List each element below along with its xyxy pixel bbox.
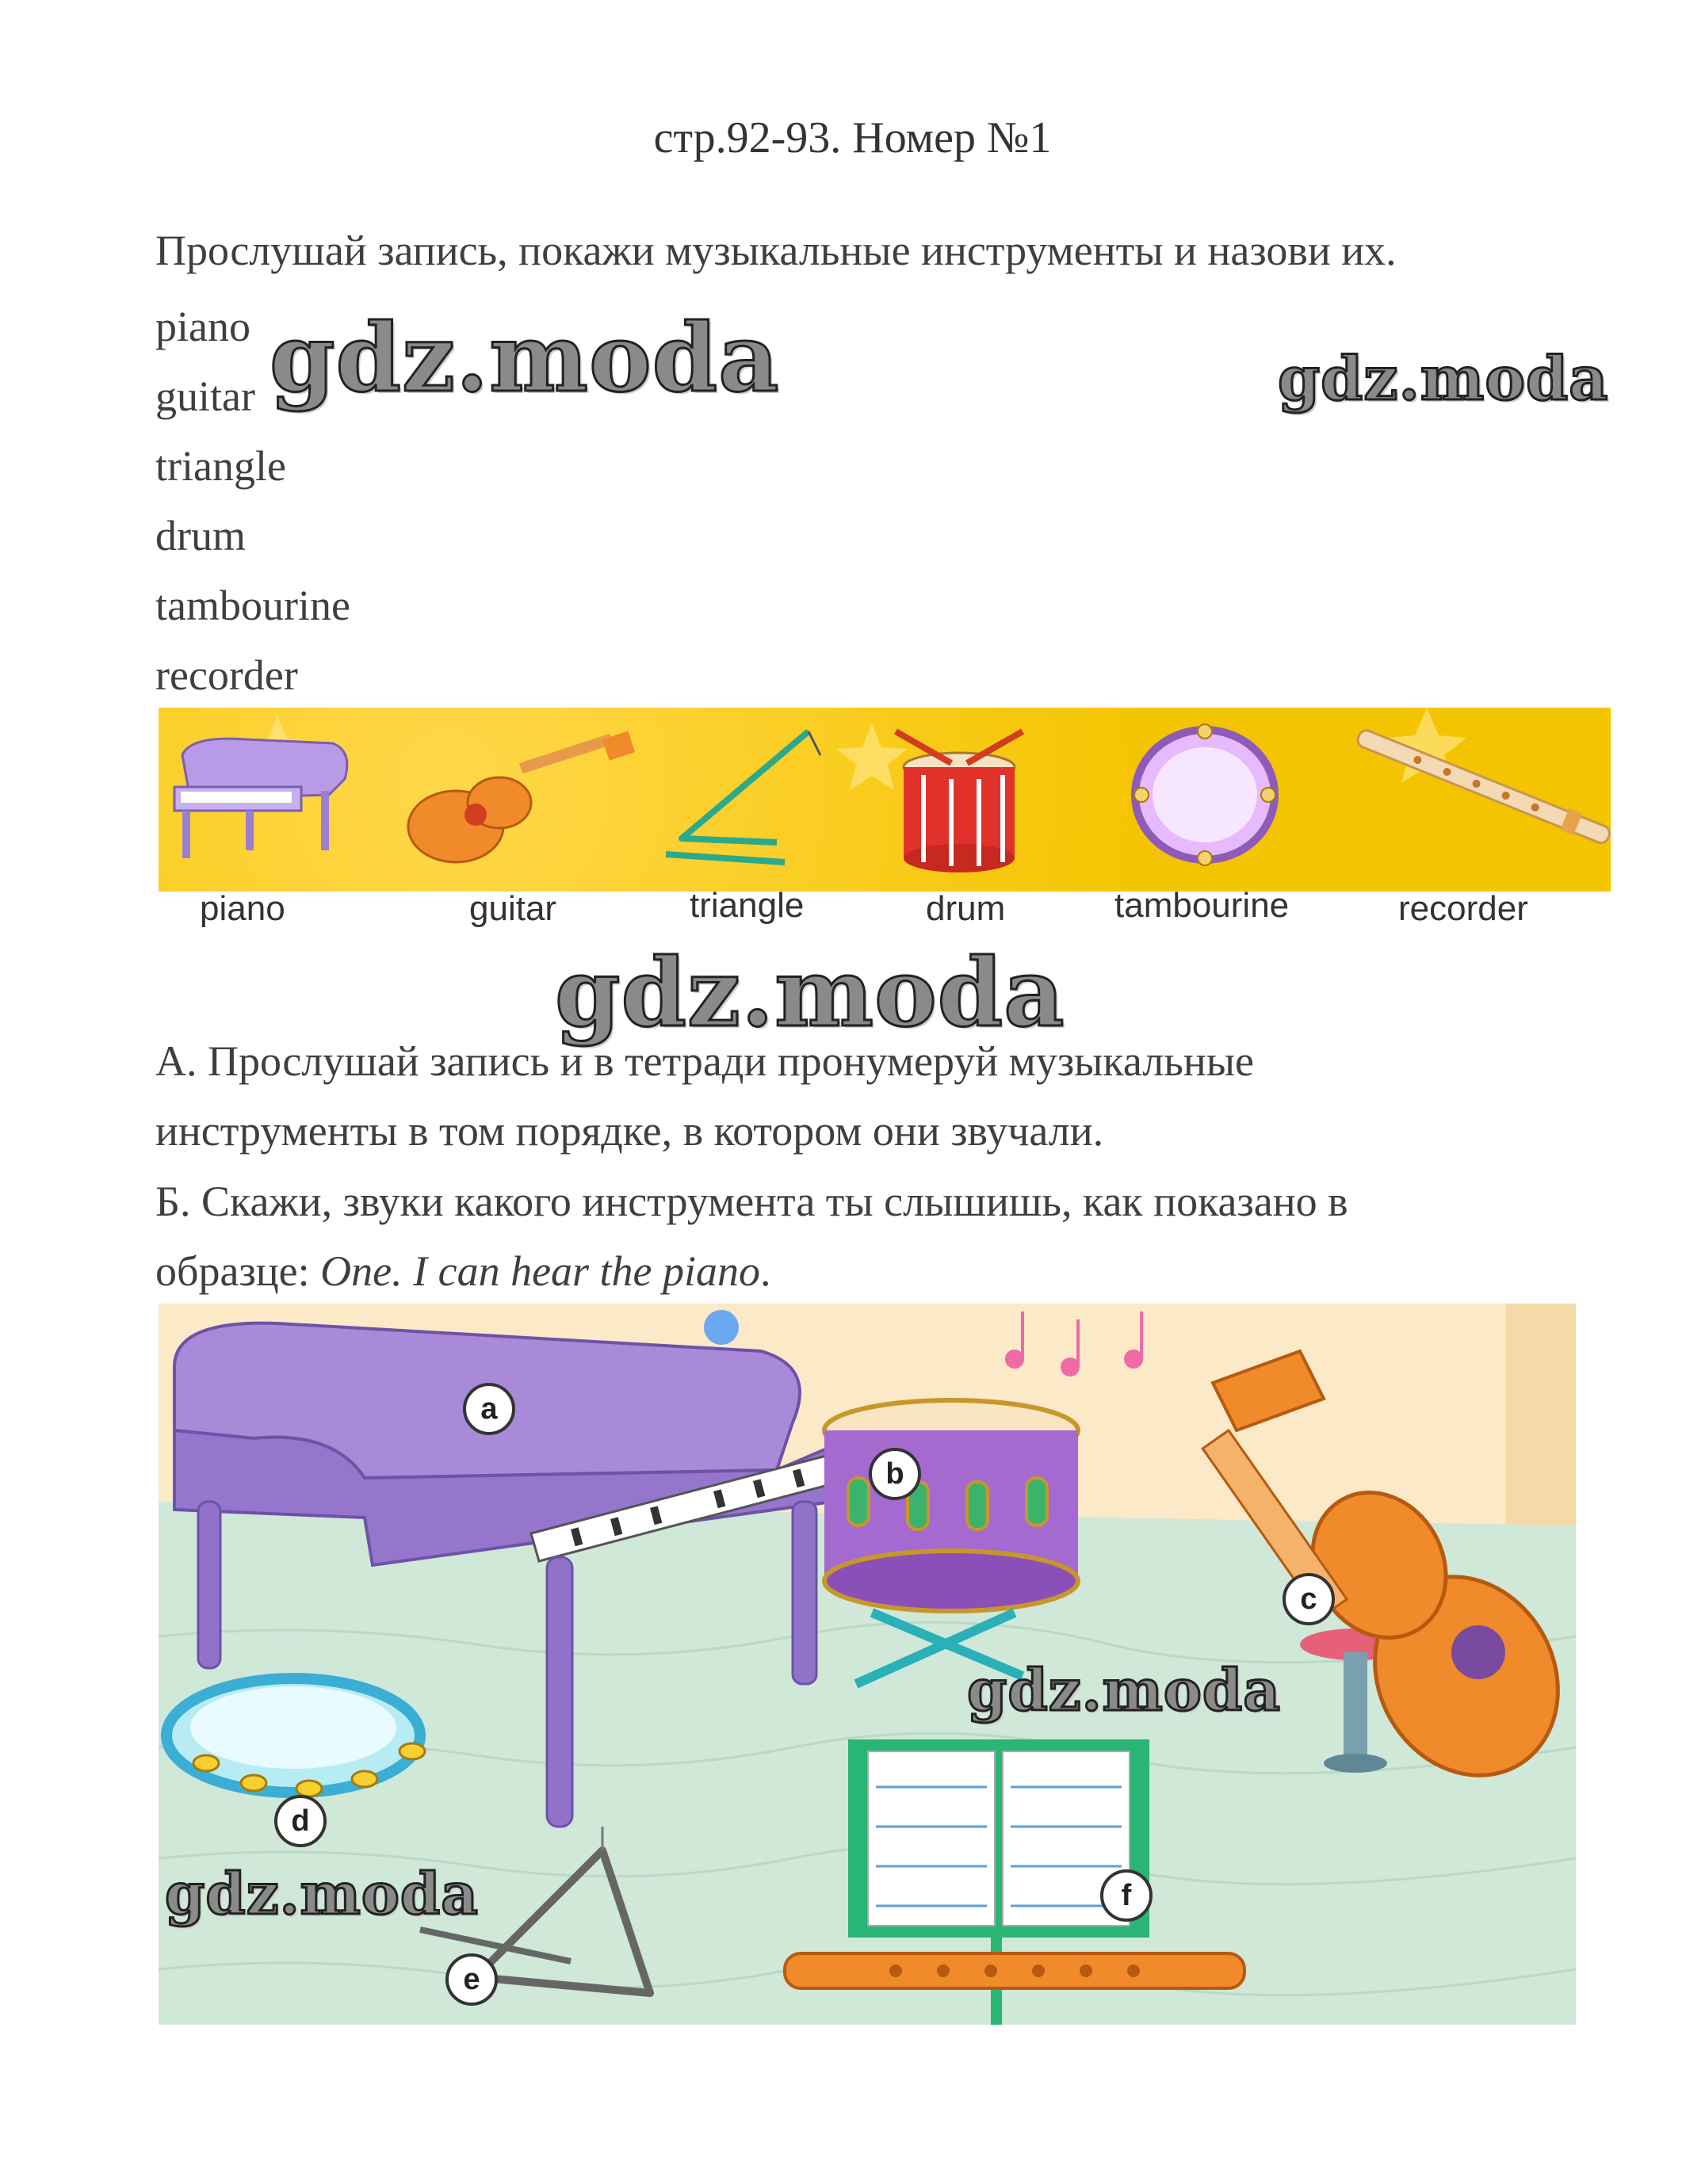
task-b-line [155,1236,1348,1306]
instruction-text: Прослушай запись, покажи музыкальные инструменты и назови их. [155,227,1397,274]
word-list-item: piano [155,303,250,350]
word-list-item: tambourine [155,582,350,629]
task-a [155,1026,1254,1166]
label-badge-e: e [445,1953,498,2006]
banner-label: piano [200,889,285,928]
word-list-item: triangle [155,442,286,490]
star-decoration-icon [238,708,1466,791]
label-badge-b: b [869,1448,921,1500]
recorder-floor-icon [785,1953,1244,1988]
banner-illustration [159,708,1611,892]
watermark: gdz.moda [967,1656,1281,1724]
task-a-line: А. Прослушай запись и в тетради пронумеруй музыкальные [155,1037,1255,1085]
recorder-icon [1355,725,1611,848]
page-title: стр.92-93. Номер №1 [653,113,1052,162]
label-badge-c: c [1283,1573,1335,1625]
watermark: gdz.moda [555,937,1065,1048]
banner-label: tambourine [1114,886,1290,925]
banner-label: triangle [690,886,805,925]
label-badge-f: f [1100,1869,1153,1922]
tambourine-icon [1134,724,1275,865]
banner-label: drum [926,889,1006,928]
banner-labels [159,886,1611,941]
word-list-item: guitar [155,372,255,420]
drum-icon [896,731,1023,872]
task-b-suffix: . [760,1247,771,1295]
task-b-line: Б. Скажи, звуки какого инструмента ты слышишь, как показано в [155,1178,1348,1225]
tambourine-floor-icon [166,1678,425,1796]
task-a-line: инструменты в том порядке, в котором они звучали. [155,1107,1104,1155]
triangle-icon [666,731,820,862]
label-badge-a: a [463,1383,515,1435]
word-list-item: recorder [155,651,298,699]
watermark: gdz.moda [165,1860,479,1927]
music-note-dot-icon [704,1310,739,1345]
piano-icon [174,739,347,858]
label-badge-d: d [274,1795,327,1847]
task-b-example: One. I can hear the piano [320,1247,761,1295]
task-b-prefix: образце: [155,1247,321,1295]
instrument-banner [159,708,1611,892]
word-list-item: drum [155,512,246,559]
banner-label: guitar [469,889,557,928]
guitar-icon [408,731,635,862]
watermark: gdz.moda [270,303,780,413]
banner-label: recorder [1398,889,1528,928]
watermark: gdz.moda [1278,343,1609,414]
task-b [155,1166,1348,1306]
